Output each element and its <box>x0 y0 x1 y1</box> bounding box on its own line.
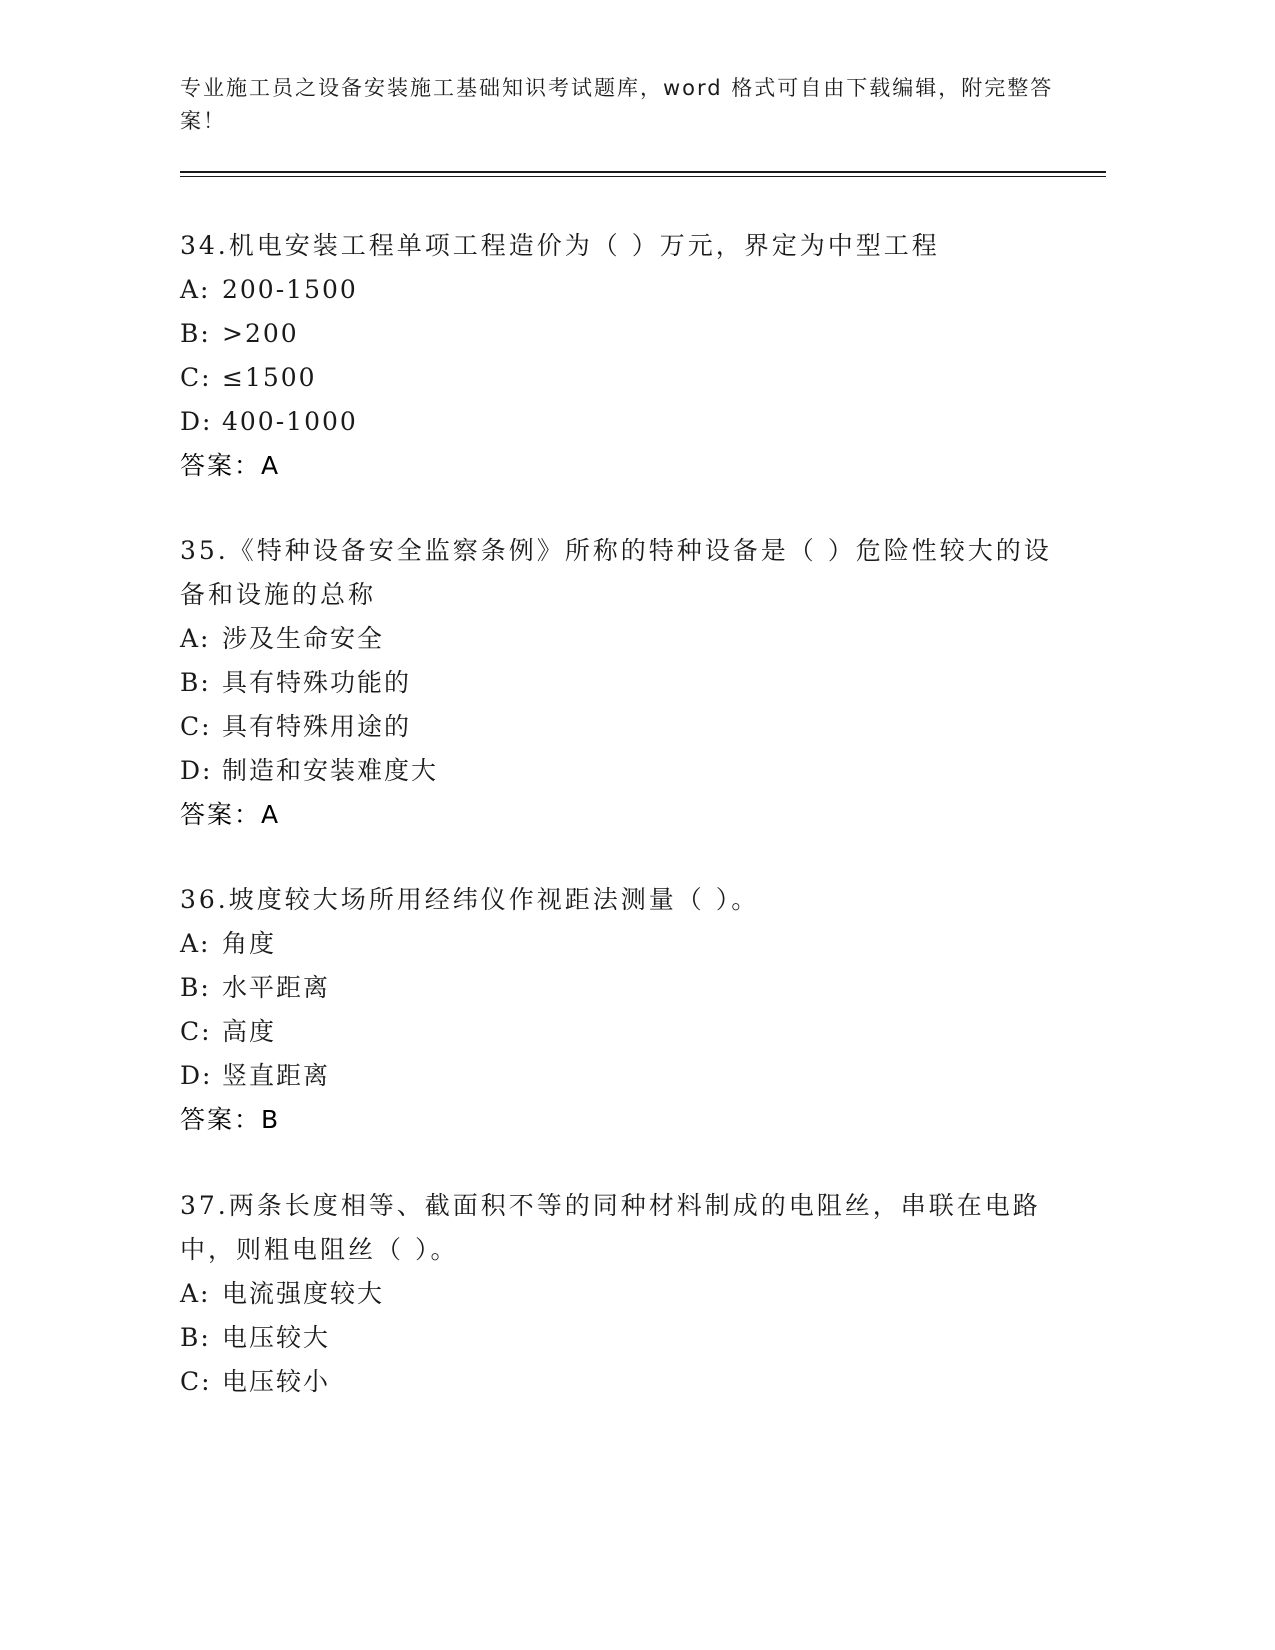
option-text: 高度 <box>222 1017 277 1046</box>
question-34 <box>180 224 1060 488</box>
option-text: >200 <box>222 319 299 348</box>
option-text: 涉及生命安全 <box>222 624 385 653</box>
option-key: C: <box>180 1017 212 1046</box>
option-c <box>180 705 1060 749</box>
option-c <box>180 356 1060 400</box>
option-key: C: <box>180 363 212 392</box>
option-key: D: <box>180 407 213 436</box>
header-divider <box>180 171 1106 173</box>
option-text: 200-1500 <box>222 275 358 304</box>
option-text: 水平距离 <box>222 973 331 1002</box>
header-divider-thin <box>180 176 1106 177</box>
answer-label: 答案：B <box>180 1105 281 1134</box>
option-key: B: <box>180 1323 211 1352</box>
option-key: A: <box>180 275 211 304</box>
option-d <box>180 1054 1060 1098</box>
option-b <box>180 312 1060 356</box>
option-key: D: <box>180 756 213 785</box>
option-b <box>180 1316 1060 1360</box>
option-text: 制造和安装难度大 <box>222 756 439 785</box>
option-text: 具有特殊功能的 <box>222 668 412 697</box>
question-stem: 37.两条长度相等、截面积不等的同种材料制成的电阻丝，串联在电路中，则粗电阻丝（ ）。 <box>180 1191 1041 1264</box>
question-36 <box>180 878 1060 1142</box>
option-key: B: <box>180 973 211 1002</box>
option-text: 具有特殊用途的 <box>222 712 412 741</box>
option-a <box>180 617 1060 661</box>
question-37 <box>180 1184 1060 1404</box>
option-key: B: <box>180 319 211 348</box>
option-text: 电流强度较大 <box>222 1279 385 1308</box>
option-c <box>180 1010 1060 1054</box>
option-text: 竖直距离 <box>222 1061 331 1090</box>
option-key: C: <box>180 1367 212 1396</box>
answer-label: 答案：A <box>180 800 281 829</box>
option-key: D: <box>180 1061 213 1090</box>
question-stem: 35.《特种设备安全监察条例》所称的特种设备是（ ）危险性较大的设备和设施的总称 <box>180 536 1052 609</box>
option-key: A: <box>180 624 211 653</box>
option-key: A: <box>180 1279 211 1308</box>
option-c <box>180 1360 1060 1404</box>
option-text: 电压较大 <box>222 1323 331 1352</box>
option-d <box>180 400 1060 444</box>
option-text: 电压较小 <box>222 1367 331 1396</box>
option-a <box>180 922 1060 966</box>
document-title: 专业施工员之设备安装施工基础知识考试题库，word 格式可自由下载编辑，附完整答案！ <box>180 76 1054 133</box>
option-b <box>180 661 1060 705</box>
option-key: B: <box>180 668 211 697</box>
option-a <box>180 268 1060 312</box>
question-stem: 34.机电安装工程单项工程造价为（ ）万元，界定为中型工程 <box>180 231 940 260</box>
option-key: A: <box>180 929 211 958</box>
option-key: C: <box>180 712 212 741</box>
option-text: ≤1500 <box>222 363 317 392</box>
option-a <box>180 1272 1060 1316</box>
option-d <box>180 749 1060 793</box>
answer-label: 答案：A <box>180 451 281 480</box>
question-35 <box>180 529 1060 837</box>
question-stem: 36.坡度较大场所用经纬仪作视距法测量（ ）。 <box>180 885 760 914</box>
option-b <box>180 966 1060 1010</box>
option-text: 角度 <box>222 929 277 958</box>
option-text: 400-1000 <box>222 407 358 436</box>
